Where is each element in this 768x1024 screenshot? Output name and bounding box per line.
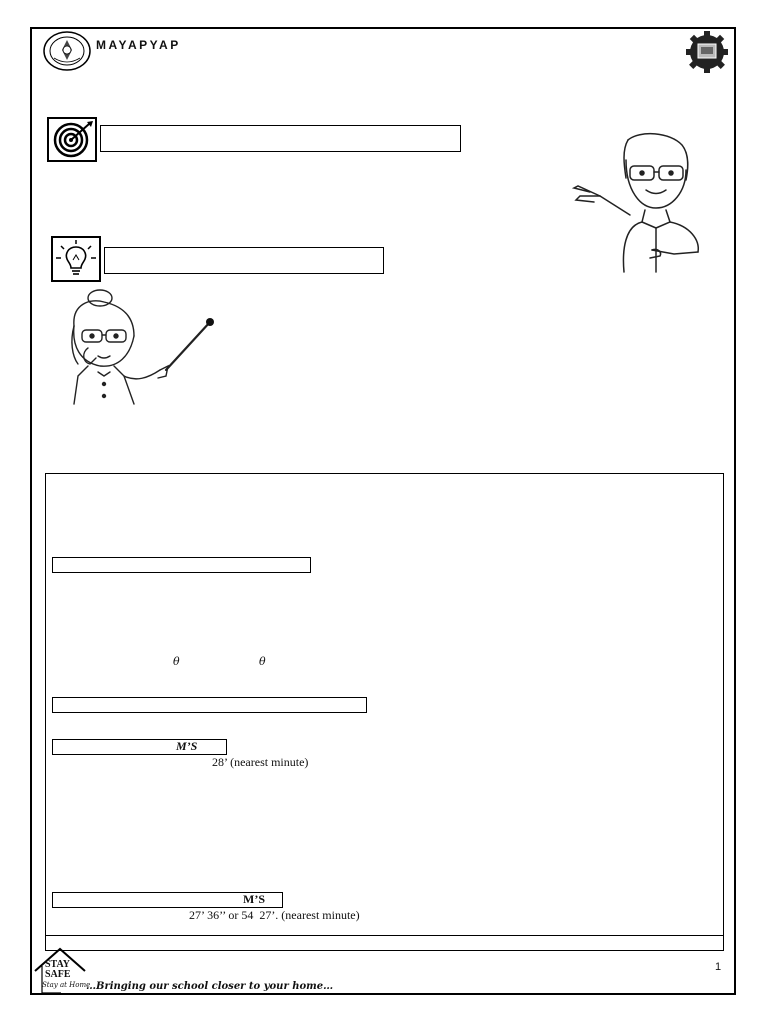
content-divider: [45, 935, 724, 936]
idea-icon-box: [51, 236, 101, 282]
idea-title-box: [104, 247, 384, 274]
page-number: 1: [715, 961, 722, 973]
target-icon: [49, 119, 95, 160]
content-heading-box-1: [52, 557, 311, 573]
female-teacher-illustration: [64, 286, 216, 408]
theta-symbol-1: θ: [173, 655, 180, 668]
gear-emblem-logo: [684, 30, 730, 74]
example-label-1: M’S: [176, 739, 198, 753]
example-label-box-1: [52, 739, 227, 755]
objective-icon-box: [47, 117, 97, 162]
school-seal-logo: [42, 30, 92, 72]
example-label-2: M’S: [243, 892, 265, 906]
male-teacher-illustration: [570, 130, 705, 276]
footer-tagline: …Bringing our school closer to your home…: [86, 981, 334, 992]
objective-title-box: [100, 125, 461, 152]
content-heading-box-2: [52, 697, 367, 713]
stay-safe-line1: STAY: [45, 959, 71, 970]
answer-text-2: 27’ 36’’ or 54 27’. (nearest minute): [189, 908, 360, 922]
theta-symbol-2: θ: [259, 655, 266, 668]
answer-text-1: 28’ (nearest minute): [212, 755, 309, 769]
stay-safe-line2: SAFE: [45, 969, 71, 980]
lightbulb-icon: [53, 238, 99, 280]
stay-safe-line3: Stay at Home: [42, 981, 91, 989]
school-name: MAYAPYAP: [96, 38, 181, 52]
